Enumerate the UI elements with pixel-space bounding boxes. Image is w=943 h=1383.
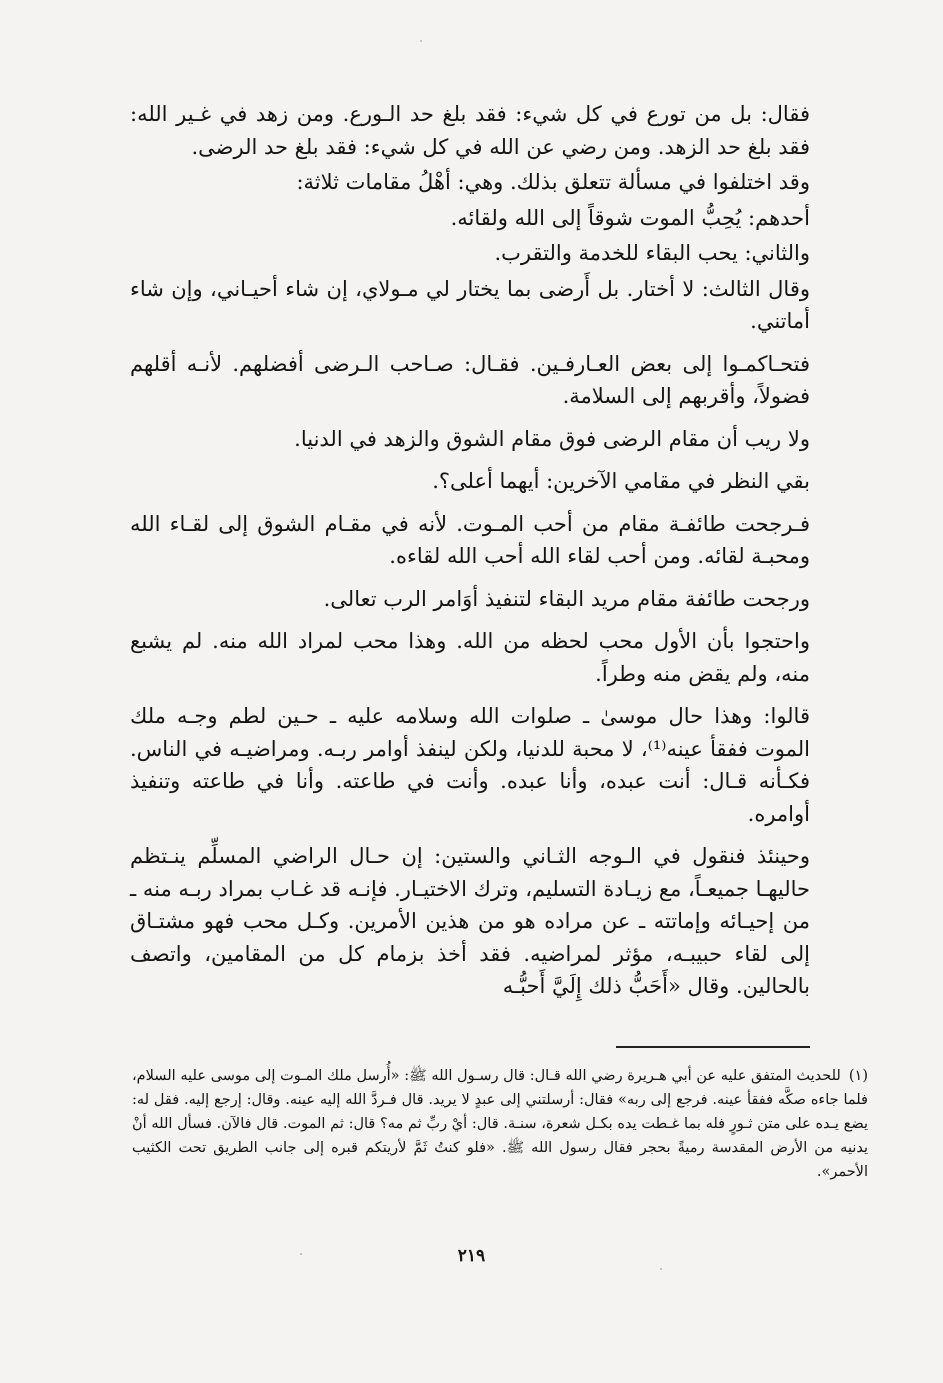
footnote-divider bbox=[616, 1046, 810, 1048]
speck-3 bbox=[420, 40, 422, 42]
speck-1 bbox=[300, 1253, 302, 1255]
footnote-text: للحديث المتفق عليه عن أبي هـريرة رضي الله قـال: قال رسـول الله ﷺ: «أُرسل ملك المـوت إلى موسى عليه السلام، فلما جاءه صكَّه ففقأ عينه. فرجع إلى ربه» فقال: أرسلتني إلى عبدٍ لا يريد. قال فـردَّ الله إليه عينه. وقال: إرجع إليه. فقل له: يضع يـده على متن ثـورٍ فله بما غـطت يده بكـل شعرة، سنـة. قال: أيْ ربِّ ثم مه؟ قال: ثم الموت. قال فالآن. فسأل الله أنْ يدنيه من الأرض المقدسة رميةً بحجر فقال رسول الله ﷺ. «فلو كنتُ ثَمَّ لأريتكم قبره إلى جانب الطريق تحت الكثيب الأحمر». bbox=[132, 1068, 868, 1180]
paragraph-9: فـرجحت طائفـة مقام من أحب المـوت. لأنه في مقـام الشوق إلى لقـاء الله ومحبـة لقائه. ومن أحب لقاء الله أحب الله لقاءه. bbox=[130, 511, 810, 568]
speck-2 bbox=[660, 1268, 662, 1270]
paragraph-2: وقد اختلفوا في مسألة تتعلق بذلك. وهي: أهْلُ مقامات ثلاثة: bbox=[296, 170, 810, 194]
paragraph-10: ورجحت طائفة مقام مريد البقاء لتنفيذ أوَامر الرب تعالى. bbox=[323, 586, 810, 611]
paragraph-6: فتحـاكمـوا إلى بعض العـارفـين. فقـال: صـاحب الـرضى أفضلهم. لأنـه أقلهم فضولاً، وأقربهم إلى السلامة. bbox=[130, 351, 810, 408]
paragraph-5: وقال الثالث: لا أختار. بل أَرضى بما يختار لي مـولاي، إن شاء أحيـاني، وإن شاء أماتني. bbox=[130, 276, 810, 333]
page-number: ٢١٩ bbox=[457, 1246, 486, 1266]
main-text bbox=[130, 98, 810, 1003]
paragraph-3: أحدهم: يُحِبُّ الموت شوقاً إلى الله ولقائه. bbox=[450, 205, 810, 230]
footnote-marker: (١) bbox=[848, 1068, 868, 1084]
paragraph-11: واحتجوا بأن الأول محب لحظه من الله. وهذا محب لمراد الله منه. لم يشبع منه، ولم يقض منه وطراً. bbox=[130, 629, 810, 686]
paragraph-13: وحينئذ فنقول في الـوجه الثـاني والستين: إن حـال الراضي المسلِّم ينـتظم حاليهـا جميعـاً، مع زيـادة التسليم، وترك الاختيـار. فإنـه قد غـاب بمراد ربـه منه ـ من إحيـائه وإماتته ـ عن مراده هو من هذين الأمرين. وكـل محب فهو مشتـاق إلى لقاء حبيبـه، مؤثر لمراضيه. فقد أخذ بزمام كل من المقامين، واتصف بالحالين. وقال «أَحَبُّ ذلك إِلَيَّ أَحبُّـه bbox=[130, 844, 810, 998]
paragraph-12: قالوا: وهذا حال موسىٰ ـ صلوات الله وسلامه عليه ـ حـين لطم وجـه ملك الموت ففقأ عينه⁽¹⁾، لا محبة للدنيا، ولكن لينفذ أوامر ربـه. ومراضيـه في الناس. فكـأنه قـال: أنت عبده، وأنا عبده. وأنت في طاعته. وأنا في طاعته وتنفيذ أوامره. bbox=[130, 704, 810, 826]
paragraph-7: ولا ريب أن مقام الرضى فوق مقام الشوق والزهد في الدنيا. bbox=[294, 426, 810, 451]
paragraph-1: فقال: بل من تورع في كل شيء: فقد بلغ حد الـورع. ومن زهد في غـير الله: فقد بلغ حد الزهد. ومن رضي عن الله في كل شيء: فقد بلغ حد الرضى. bbox=[130, 102, 810, 159]
footnote bbox=[132, 1064, 868, 1184]
paragraph-4: والثاني: يحب البقاء للخدمة والتقرب. bbox=[494, 241, 810, 265]
paragraph-8: بقي النظر في مقامي الآخرين: أيهما أعلى؟. bbox=[432, 469, 810, 493]
